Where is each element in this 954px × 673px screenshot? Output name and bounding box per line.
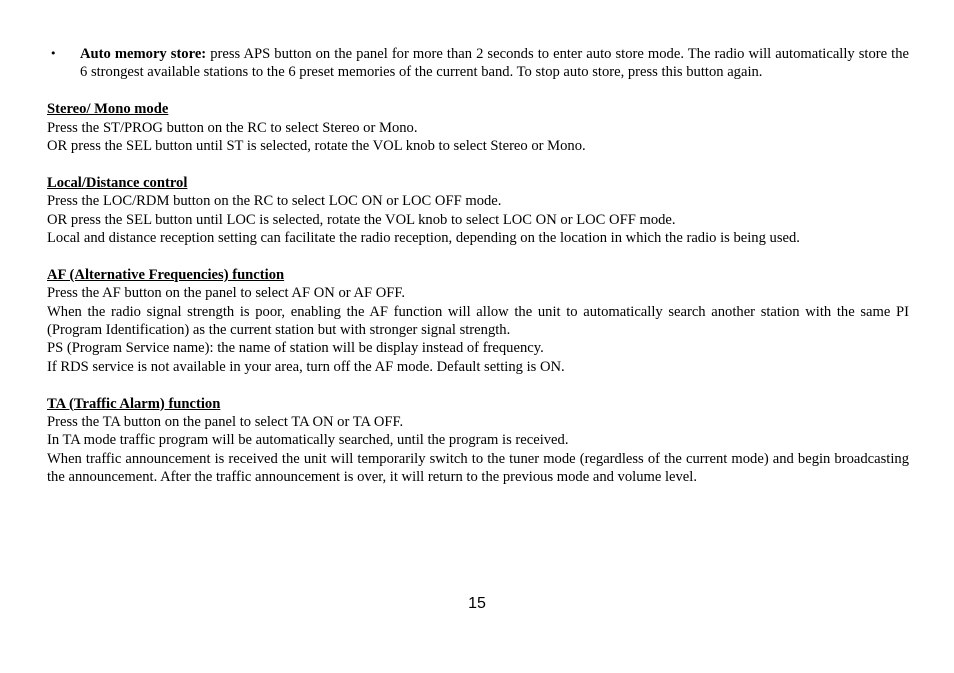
section-heading: Stereo/ Mono mode — [47, 101, 169, 118]
paragraph: Press the TA button on the panel to select TA ON or TA OFF. — [47, 414, 404, 431]
section-af-function — [47, 266, 909, 376]
paragraph: Local and distance reception setting can facilitate the radio reception, depending on the location in which the radio is being used. — [47, 230, 800, 247]
paragraph: When the radio signal strength is poor, enabling the AF function will allow the unit to automatically search another station with the same PI (Program Identification) as the current station but with stronger signal strength. — [47, 303, 909, 339]
section-stereo-mono — [47, 100, 909, 155]
bullet-icon: • — [50, 47, 57, 60]
section-heading: Local/Distance control — [47, 174, 188, 191]
section-heading: TA (Traffic Alarm) function — [47, 395, 221, 412]
paragraph: Press the ST/PROG button on the RC to select Stereo or Mono. — [47, 119, 418, 136]
bullet-body — [80, 45, 909, 82]
section-local-distance — [47, 174, 909, 248]
bullet-text: press APS button on the panel for more than 2 seconds to enter auto store mode. The radio will automatically store the 6 strongest available stations to the 6 preset memories of the current band. To stop auto store, press this button again. — [80, 46, 910, 81]
manual-page — [47, 45, 909, 487]
paragraph: OR press the SEL button until LOC is selected, rotate the VOL knob to select LOC ON or LOC OFF mode. — [47, 211, 676, 228]
paragraph: PS (Program Service name): the name of station will be display instead of frequency. — [47, 340, 544, 357]
paragraph: Press the AF button on the panel to select AF ON or AF OFF. — [47, 285, 406, 302]
page-number: 15 — [468, 595, 486, 612]
bullet-auto-memory-store — [47, 45, 909, 82]
paragraph: Press the LOC/RDM button on the RC to select LOC ON or LOC OFF mode. — [47, 193, 502, 210]
paragraph: OR press the SEL button until ST is selected, rotate the VOL knob to select Stereo or Mono. — [47, 138, 586, 155]
section-heading: AF (Alternative Frequencies) function — [47, 266, 285, 283]
paragraph: When traffic announcement is received the unit will temporarily switch to the tuner mode (regardless of the current mode) and begin broadcasting the announcement. After the traffic announcement is over, it will return to the previous mode and volume level. — [47, 450, 909, 486]
paragraph: In TA mode traffic program will be automatically searched, until the program is received. — [47, 432, 569, 449]
paragraph: If RDS service is not available in your area, turn off the AF mode. Default setting is ON. — [47, 358, 565, 375]
bullet-title: Auto memory store: — [80, 46, 207, 62]
section-ta-function — [47, 395, 909, 487]
